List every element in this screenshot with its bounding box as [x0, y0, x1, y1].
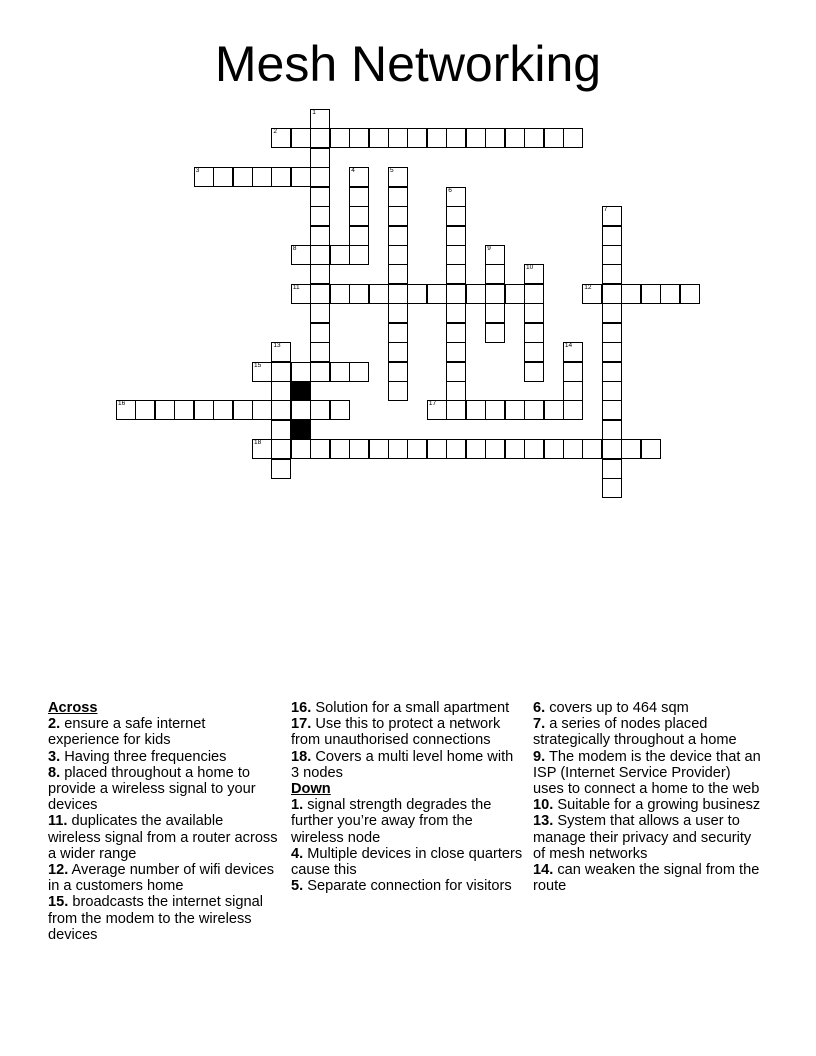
clue-text: Use this to protect a network from unauthorised connections [291, 716, 501, 749]
grid-cell[interactable] [485, 245, 505, 265]
cell-number: 7 [603, 206, 608, 214]
clue-item [48, 813, 280, 862]
grid-cell[interactable] [388, 439, 408, 459]
clue-number: 4. [291, 845, 304, 862]
grid-cell[interactable] [310, 128, 330, 148]
grid-cell[interactable] [330, 245, 350, 265]
grid-cell[interactable] [446, 439, 466, 459]
grid-cell[interactable] [524, 128, 544, 148]
grid-cell[interactable] [271, 167, 291, 187]
grid-cell[interactable] [602, 323, 622, 343]
grid-cell[interactable] [427, 439, 447, 459]
cell-number: 14 [564, 342, 573, 350]
grid-cell[interactable] [446, 206, 466, 226]
grid-cell[interactable] [446, 342, 466, 362]
cell-number: 4 [351, 167, 355, 175]
grid-cell[interactable] [466, 128, 486, 148]
grid-cell[interactable] [116, 400, 136, 420]
grid-cell[interactable] [271, 459, 291, 479]
clue-text: broadcasts the internet signal from the modem to the wireless devices [48, 894, 263, 943]
grid-cell[interactable] [563, 362, 583, 382]
cell-number: 15 [254, 361, 262, 369]
clue-text: Having three frequencies [60, 748, 227, 765]
grid-cell[interactable] [602, 362, 622, 382]
clue-text: Solution for a small apartment [311, 700, 510, 716]
cell-number: 2 [273, 128, 278, 136]
grid-cell[interactable] [135, 400, 155, 420]
grid-cell[interactable] [252, 167, 272, 187]
clue-section-heading: Down [291, 781, 331, 798]
clue-item [533, 813, 765, 862]
grid-cell[interactable] [602, 342, 622, 362]
grid-cell[interactable] [388, 264, 408, 284]
grid-cell[interactable] [291, 362, 311, 382]
clue-number: 15. [48, 894, 69, 911]
clue-number: 9. [533, 748, 546, 765]
cell-number: 17 [428, 400, 437, 408]
grid-cell[interactable] [271, 362, 291, 382]
clue-item [291, 700, 523, 716]
clue-item [533, 700, 765, 716]
grid-cell[interactable] [194, 167, 214, 187]
grid-cell[interactable] [602, 381, 622, 401]
grid-block [291, 381, 311, 401]
grid-cell[interactable] [310, 187, 330, 207]
grid-cell[interactable] [388, 206, 408, 226]
grid-cell[interactable] [349, 284, 369, 304]
clue-number: 6. [533, 700, 546, 716]
grid-cell[interactable] [310, 245, 330, 265]
clue-text: The modem is the device that an ISP (Internet Service Provider) uses to connect a home to the web [533, 748, 761, 798]
grid-cell[interactable] [310, 206, 330, 226]
grid-cell[interactable] [407, 128, 427, 148]
grid-cell[interactable] [291, 245, 311, 265]
cell-number: 5 [390, 167, 394, 175]
grid-cell[interactable] [485, 439, 505, 459]
grid-cell[interactable] [310, 439, 330, 459]
cell-number: 12 [584, 283, 592, 291]
clue-number: 17. [291, 716, 312, 733]
grid-cell[interactable] [388, 303, 408, 323]
grid-cell[interactable] [446, 226, 466, 246]
clue-item [291, 878, 523, 894]
grid-cell[interactable] [233, 167, 253, 187]
grid-cell[interactable] [446, 381, 466, 401]
clue-item [291, 749, 523, 781]
grid-cell[interactable] [388, 226, 408, 246]
grid-block [291, 420, 311, 440]
grid-cell[interactable] [602, 459, 622, 479]
grid-cell[interactable] [349, 167, 369, 187]
grid-cell[interactable] [213, 167, 233, 187]
grid-cell[interactable] [349, 128, 369, 148]
grid-cell[interactable] [213, 400, 233, 420]
grid-cell[interactable] [446, 128, 466, 148]
clue-number: 2. [48, 716, 61, 733]
clue-item [48, 716, 280, 748]
grid-cell[interactable] [602, 206, 622, 226]
cell-number: 3 [195, 167, 200, 175]
cell-number: 1 [312, 109, 316, 116]
cell-number: 13 [273, 342, 281, 350]
grid-cell[interactable] [680, 284, 700, 304]
grid-cell[interactable] [388, 128, 408, 148]
clue-number: 1. [291, 797, 304, 814]
grid-cell[interactable] [602, 284, 622, 304]
grid-cell[interactable] [310, 226, 330, 246]
grid-cell[interactable] [271, 342, 291, 362]
grid-cell[interactable] [524, 342, 544, 362]
grid-cell[interactable] [524, 439, 544, 459]
grid-cell[interactable] [446, 400, 466, 420]
clue-number: 18. [291, 748, 312, 765]
cell-number: 6 [448, 186, 452, 194]
clue-text: Average number of wifi devices in a customers home [48, 862, 275, 895]
clue-column-2 [291, 700, 523, 894]
grid-cell[interactable] [252, 439, 272, 459]
grid-cell[interactable] [641, 284, 661, 304]
grid-cell[interactable] [349, 245, 369, 265]
grid-cell[interactable] [466, 284, 486, 304]
grid-cell[interactable] [446, 362, 466, 382]
grid-cell[interactable] [660, 284, 680, 304]
cell-number: 10 [526, 264, 534, 272]
grid-cell[interactable] [505, 284, 525, 304]
grid-cell[interactable] [621, 439, 641, 459]
clue-item [291, 797, 523, 846]
grid-cell[interactable] [174, 400, 194, 420]
grid-cell[interactable] [252, 362, 272, 382]
grid-cell[interactable] [310, 264, 330, 284]
grid-cell[interactable] [544, 128, 564, 148]
grid-cell[interactable] [388, 284, 408, 304]
grid-cell[interactable] [505, 439, 525, 459]
clue-item [48, 894, 280, 943]
grid-cell[interactable] [446, 323, 466, 343]
grid-cell[interactable] [271, 128, 291, 148]
grid-cell[interactable] [563, 381, 583, 401]
clue-item [48, 862, 280, 894]
clue-text: Suitable for a growing businesz [553, 797, 761, 814]
grid-cell[interactable] [544, 439, 564, 459]
grid-cell[interactable] [602, 226, 622, 246]
clue-text: Separate connection for visitors [303, 878, 512, 895]
clue-number: 11. [48, 813, 68, 830]
clue-text: signal strength degrades the further you’re away from the wireless node [291, 797, 492, 846]
grid-cell[interactable] [271, 381, 291, 401]
clue-number: 3. [48, 748, 61, 765]
grid-cell[interactable] [563, 128, 583, 148]
grid-cell[interactable] [388, 323, 408, 343]
grid-cell[interactable] [388, 245, 408, 265]
grid-cell[interactable] [388, 342, 408, 362]
grid-cell[interactable] [310, 148, 330, 168]
grid-cell[interactable] [602, 245, 622, 265]
grid-cell[interactable] [427, 400, 447, 420]
grid-cell[interactable] [233, 400, 253, 420]
grid-cell[interactable] [349, 362, 369, 382]
grid-cell[interactable] [524, 400, 544, 420]
clue-column-3 [533, 700, 765, 894]
grid-cell[interactable] [485, 264, 505, 284]
grid-cell[interactable] [427, 128, 447, 148]
grid-cell[interactable] [291, 167, 311, 187]
puzzle-title: Mesh Networking [214, 36, 602, 92]
clue-item [48, 749, 280, 765]
grid-cell[interactable] [310, 109, 330, 129]
clue-item [533, 716, 765, 748]
clue-number: 16. [291, 700, 312, 716]
grid-cell[interactable] [563, 342, 583, 362]
grid-cell[interactable] [369, 439, 389, 459]
clue-number: 8. [48, 764, 61, 781]
grid-cell[interactable] [582, 284, 602, 304]
grid-cell[interactable] [602, 400, 622, 420]
grid-cell[interactable] [310, 342, 330, 362]
grid-cell[interactable] [524, 264, 544, 284]
clue-item [48, 765, 280, 814]
cell-number: 9 [487, 245, 491, 252]
grid-cell[interactable] [310, 284, 330, 304]
grid-cell[interactable] [369, 284, 389, 304]
clue-text: can weaken the signal from the route [533, 862, 760, 895]
grid-cell[interactable] [349, 187, 369, 207]
grid-cell[interactable] [155, 400, 175, 420]
clue-number: 12. [48, 862, 69, 879]
grid-cell[interactable] [544, 400, 564, 420]
clue-number: 10. [533, 797, 554, 814]
grid-cell[interactable] [330, 362, 350, 382]
grid-cell[interactable] [407, 284, 427, 304]
grid-cell[interactable] [291, 400, 311, 420]
cell-number: 11 [292, 283, 300, 291]
clue-text: ensure a safe internet experience for kids [48, 716, 206, 749]
clue-number: 13. [533, 813, 554, 830]
clue-item [291, 716, 523, 748]
grid-cell[interactable] [485, 128, 505, 148]
grid-cell[interactable] [602, 478, 622, 498]
clue-item [533, 797, 765, 813]
clue-text: duplicates the available wireless signal from a router across a wider range [48, 813, 278, 862]
grid-cell[interactable] [349, 439, 369, 459]
grid-cell[interactable] [388, 187, 408, 207]
grid-cell[interactable] [349, 226, 369, 246]
grid-cell[interactable] [602, 439, 622, 459]
cell-number: 16 [118, 400, 126, 408]
grid-cell[interactable] [485, 303, 505, 323]
clue-item [533, 749, 765, 798]
grid-cell[interactable] [446, 264, 466, 284]
grid-cell[interactable] [330, 439, 350, 459]
grid-cell[interactable] [582, 439, 602, 459]
cell-number: 8 [292, 245, 297, 252]
grid-cell[interactable] [446, 303, 466, 323]
grid-cell[interactable] [310, 400, 330, 420]
grid-cell[interactable] [641, 439, 661, 459]
grid-cell[interactable] [602, 303, 622, 323]
grid-cell[interactable] [291, 439, 311, 459]
grid-cell[interactable] [563, 400, 583, 420]
clue-text: placed throughout a home to provide a wireless signal to your devices [48, 764, 256, 814]
grid-cell[interactable] [330, 400, 350, 420]
clue-column-1 [48, 700, 280, 943]
grid-cell[interactable] [271, 420, 291, 440]
clue-number: 14. [533, 862, 554, 879]
grid-cell[interactable] [621, 284, 641, 304]
grid-cell[interactable] [388, 381, 408, 401]
grid-cell[interactable] [446, 284, 466, 304]
grid-cell[interactable] [310, 303, 330, 323]
clue-item [533, 862, 765, 894]
clue-number: 7. [533, 716, 546, 733]
grid-cell[interactable] [271, 439, 291, 459]
grid-cell[interactable] [485, 284, 505, 304]
grid-cell[interactable] [271, 400, 291, 420]
grid-cell[interactable] [310, 362, 330, 382]
grid-cell[interactable] [349, 206, 369, 226]
grid-cell[interactable] [524, 284, 544, 304]
grid-cell[interactable] [446, 245, 466, 265]
grid-cell[interactable] [388, 167, 408, 187]
grid-cell[interactable] [310, 323, 330, 343]
clue-text: a series of nodes placed strategically throughout a home [533, 716, 737, 749]
clue-text: Covers a multi level home with 3 nodes [291, 748, 514, 781]
grid-cell[interactable] [485, 400, 505, 420]
grid-cell[interactable] [427, 284, 447, 304]
grid-cell[interactable] [310, 167, 330, 187]
grid-cell[interactable] [446, 187, 466, 207]
grid-cell[interactable] [388, 362, 408, 382]
clue-item [291, 846, 523, 878]
clue-section-heading: Across [48, 700, 98, 716]
clue-text: System that allows a user to manage their privacy and security of mesh networks [533, 813, 752, 862]
grid-cell[interactable] [330, 284, 350, 304]
grid-cell[interactable] [252, 400, 272, 420]
grid-cell[interactable] [602, 420, 622, 440]
grid-cell[interactable] [194, 400, 214, 420]
grid-cell[interactable] [563, 439, 583, 459]
grid-cell[interactable] [330, 128, 350, 148]
grid-cell[interactable] [524, 323, 544, 343]
clue-number: 5. [291, 878, 304, 895]
grid-cell[interactable] [291, 128, 311, 148]
grid-cell[interactable] [369, 128, 389, 148]
cell-number: 18 [254, 439, 262, 447]
clue-text: Multiple devices in close quarters cause this [291, 845, 523, 879]
grid-cell[interactable] [407, 439, 427, 459]
grid-cell[interactable] [505, 400, 525, 420]
grid-cell[interactable] [524, 362, 544, 382]
clue-text: covers up to 464 sqm [545, 700, 689, 716]
grid-cell[interactable] [485, 323, 505, 343]
grid-cell[interactable] [466, 400, 486, 420]
grid-cell[interactable] [466, 439, 486, 459]
grid-cell[interactable] [524, 303, 544, 323]
grid-cell[interactable] [602, 264, 622, 284]
grid-cell[interactable] [505, 128, 525, 148]
grid-cell[interactable] [291, 284, 311, 304]
